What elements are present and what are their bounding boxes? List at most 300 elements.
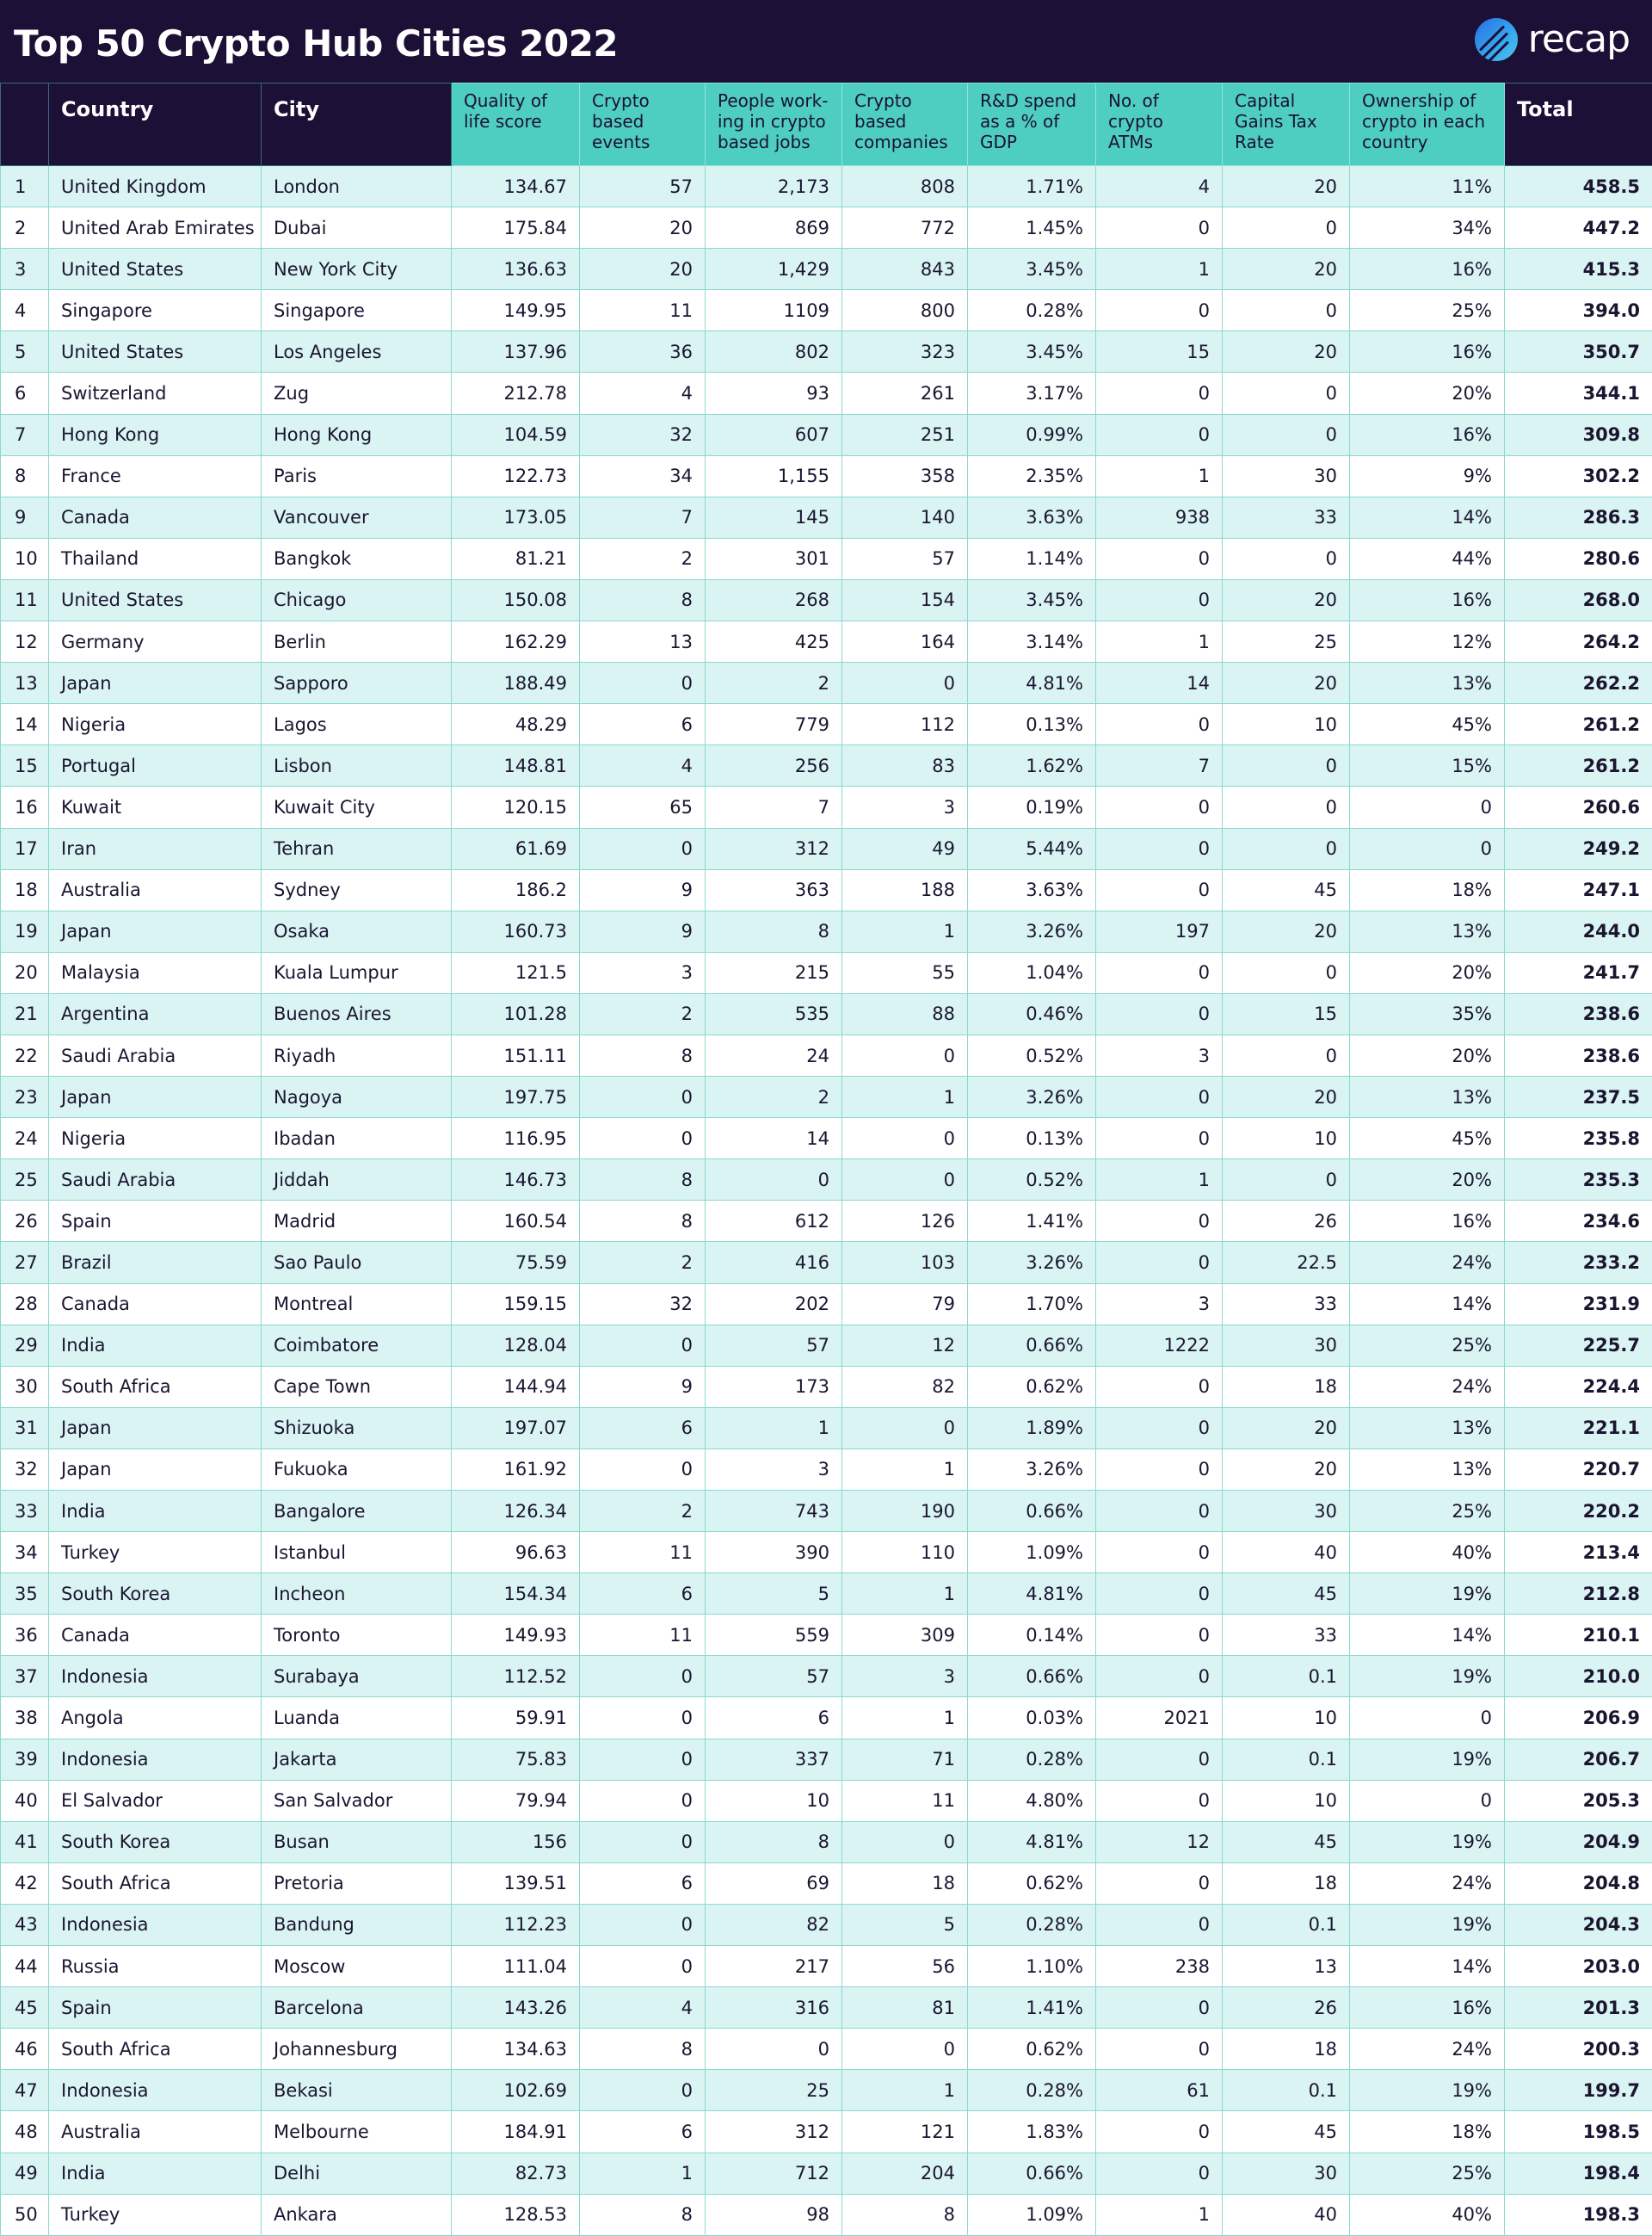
cell-atms: 0 [1096,1904,1223,1945]
cell-city: Toronto [262,1615,452,1656]
cell-cgt: 33 [1223,1615,1350,1656]
cell-quality-of-life: 144.94 [452,1366,580,1407]
cell-atms: 15 [1096,331,1223,373]
cell-rd-spend: 0.13% [968,704,1096,745]
cell-city: Bekasi [262,2070,452,2111]
cell-cgt: 22.5 [1223,1242,1350,1283]
cell-jobs: 363 [706,869,842,911]
cell-cgt: 0 [1223,414,1350,455]
cell-companies: 1 [842,2070,968,2111]
cell-events: 7 [580,497,706,538]
cell-companies: 49 [842,828,968,869]
cell-total: 447.2 [1505,207,1652,249]
cell-jobs: 743 [706,1491,842,1532]
cell-jobs: 93 [706,373,842,414]
cell-ownership: 19% [1350,1656,1505,1697]
header-cgt[interactable]: Capital Gains Tax Rate [1223,83,1350,166]
cell-city: Lisbon [262,745,452,787]
cell-companies: 0 [842,1821,968,1862]
cell-atms: 61 [1096,2070,1223,2111]
cell-city: Nagoya [262,1077,452,1118]
cell-country: Iran [49,828,262,869]
cell-city: San Salvador [262,1780,452,1821]
cell-ownership: 25% [1350,1325,1505,1366]
cell-rank: 39 [1,1739,49,1780]
cell-events: 4 [580,1987,706,2029]
cell-rank: 48 [1,2111,49,2153]
header-rd-spend[interactable]: R&D spend as a % of GDP [968,83,1096,166]
header-companies[interactable]: Crypto based companies [842,83,968,166]
cell-ownership: 24% [1350,1862,1505,1904]
cell-quality-of-life: 143.26 [452,1987,580,2029]
cell-cgt: 0.1 [1223,1904,1350,1945]
cell-rank: 43 [1,1904,49,1945]
cell-city: Ibadan [262,1118,452,1159]
cell-rd-spend: 0.52% [968,1035,1096,1076]
cell-atms: 0 [1096,1573,1223,1615]
cell-country: Switzerland [49,373,262,414]
cell-cgt: 0 [1223,290,1350,331]
cell-atms: 0 [1096,1242,1223,1283]
cell-rd-spend: 1.04% [968,952,1096,993]
cell-total: 309.8 [1505,414,1652,455]
cell-jobs: 301 [706,538,842,579]
cell-quality-of-life: 112.23 [452,1904,580,1945]
cell-ownership: 13% [1350,1448,1505,1490]
cell-jobs: 217 [706,1946,842,1987]
cell-atms: 0 [1096,2153,1223,2194]
cell-rd-spend: 0.66% [968,1491,1096,1532]
cell-companies: 110 [842,1532,968,1573]
cell-total: 302.2 [1505,455,1652,497]
cell-city: Delhi [262,2153,452,2194]
cell-total: 261.2 [1505,704,1652,745]
cell-atms: 0 [1096,1491,1223,1532]
cell-jobs: 10 [706,1780,842,1821]
cell-ownership: 13% [1350,1077,1505,1118]
cell-rd-spend: 1.70% [968,1283,1096,1325]
cell-total: 247.1 [1505,869,1652,911]
cell-city: Hong Kong [262,414,452,455]
cell-atms: 14 [1096,663,1223,704]
cell-companies: 0 [842,1407,968,1448]
header-ownership[interactable]: Ownership of crypto in each country [1350,83,1505,166]
cell-companies: 0 [842,663,968,704]
cell-companies: 82 [842,1366,968,1407]
cell-atms: 1 [1096,2194,1223,2235]
cell-total: 350.7 [1505,331,1652,373]
cell-ownership: 11% [1350,166,1505,207]
title-bar [0,0,1652,83]
cell-jobs: 0 [706,2029,842,2070]
cell-total: 203.0 [1505,1946,1652,1987]
cell-companies: 18 [842,1862,968,1904]
recap-logo [1475,17,1630,61]
cell-rank: 32 [1,1448,49,1490]
cell-rank: 34 [1,1532,49,1573]
table-row [1,1532,1652,1573]
cell-total: 224.4 [1505,1366,1652,1407]
cell-companies: 808 [842,166,968,207]
cell-rd-spend: 1.89% [968,1407,1096,1448]
cell-city: Jakarta [262,1739,452,1780]
cell-city: Melbourne [262,2111,452,2153]
cell-country: Indonesia [49,2070,262,2111]
cell-atms: 0 [1096,1118,1223,1159]
cell-total: 225.7 [1505,1325,1652,1366]
cell-events: 4 [580,373,706,414]
cell-rank: 22 [1,1035,49,1076]
cell-quality-of-life: 137.96 [452,331,580,373]
cell-cgt: 30 [1223,1491,1350,1532]
cell-companies: 358 [842,455,968,497]
cell-rank: 7 [1,414,49,455]
table-row [1,455,1652,497]
cell-total: 220.7 [1505,1448,1652,1490]
cell-atms: 12 [1096,1821,1223,1862]
table-row [1,1946,1652,1987]
cell-rd-spend: 3.26% [968,1448,1096,1490]
cell-country: Kuwait [49,787,262,828]
cell-rank: 26 [1,1201,49,1242]
cell-country: Germany [49,621,262,663]
cell-companies: 1 [842,1077,968,1118]
cell-events: 0 [580,663,706,704]
cell-atms: 0 [1096,538,1223,579]
logo-text: recap [1528,17,1630,61]
cell-rd-spend: 4.81% [968,1573,1096,1615]
cell-ownership: 0 [1350,828,1505,869]
cell-cgt: 30 [1223,1325,1350,1366]
cell-quality-of-life: 75.83 [452,1739,580,1780]
header-rank[interactable] [1,83,49,166]
cell-events: 8 [580,1035,706,1076]
table-row [1,166,1652,207]
cell-atms: 2021 [1096,1697,1223,1739]
cell-cgt: 20 [1223,1407,1350,1448]
cell-rank: 19 [1,911,49,952]
cell-rd-spend: 3.63% [968,869,1096,911]
cell-quality-of-life: 150.08 [452,579,580,621]
cell-total: 233.2 [1505,1242,1652,1283]
cell-cgt: 20 [1223,579,1350,621]
cell-jobs: 607 [706,414,842,455]
table-row [1,373,1652,414]
cell-rd-spend: 3.26% [968,1242,1096,1283]
cell-cgt: 30 [1223,2153,1350,2194]
cell-rank: 12 [1,621,49,663]
cell-companies: 0 [842,1159,968,1201]
cell-rank: 15 [1,745,49,787]
cell-rd-spend: 5.44% [968,828,1096,869]
cell-ownership: 14% [1350,1946,1505,1987]
cell-city: Moscow [262,1946,452,1987]
cell-events: 6 [580,2111,706,2153]
cell-rd-spend: 3.17% [968,373,1096,414]
cell-cgt: 0 [1223,1035,1350,1076]
cell-city: Istanbul [262,1532,452,1573]
cell-companies: 1 [842,1573,968,1615]
cell-jobs: 8 [706,1821,842,1862]
header-atms[interactable]: No. of crypto ATMs [1096,83,1223,166]
table-row [1,331,1652,373]
cell-jobs: 215 [706,952,842,993]
cell-city: Bangkok [262,538,452,579]
cell-rank: 40 [1,1780,49,1821]
cell-companies: 103 [842,1242,968,1283]
cell-companies: 3 [842,787,968,828]
cell-atms: 0 [1096,704,1223,745]
cell-companies: 0 [842,2029,968,2070]
cell-country: Japan [49,663,262,704]
table-row [1,869,1652,911]
cell-rank: 49 [1,2153,49,2194]
cell-atms: 0 [1096,207,1223,249]
cell-city: Barcelona [262,1987,452,2029]
cell-quality-of-life: 188.49 [452,663,580,704]
cell-rd-spend: 0.52% [968,1159,1096,1201]
cell-rd-spend: 0.66% [968,2153,1096,2194]
cell-atms: 0 [1096,993,1223,1035]
cell-atms: 0 [1096,1739,1223,1780]
cell-city: Sydney [262,869,452,911]
cell-ownership: 16% [1350,249,1505,290]
cell-jobs: 1109 [706,290,842,331]
cell-rd-spend: 3.14% [968,621,1096,663]
cell-rank: 42 [1,1862,49,1904]
cell-city: Montreal [262,1283,452,1325]
cell-cgt: 20 [1223,249,1350,290]
cell-atms: 0 [1096,373,1223,414]
cell-ownership: 40% [1350,2194,1505,2235]
cell-city: Los Angeles [262,331,452,373]
cell-companies: 1 [842,1448,968,1490]
cell-cgt: 0 [1223,952,1350,993]
cell-rank: 36 [1,1615,49,1656]
cell-country: Russia [49,1946,262,1987]
cell-rank: 13 [1,663,49,704]
cell-country: United States [49,331,262,373]
cell-rd-spend: 3.45% [968,249,1096,290]
table-row [1,952,1652,993]
cell-total: 415.3 [1505,249,1652,290]
cell-rd-spend: 0.13% [968,1118,1096,1159]
cell-atms: 1222 [1096,1325,1223,1366]
cell-rd-spend: 1.83% [968,2111,1096,2153]
cell-rank: 27 [1,1242,49,1283]
cell-city: Tehran [262,828,452,869]
cell-events: 0 [580,828,706,869]
cell-jobs: 8 [706,911,842,952]
cell-rd-spend: 3.26% [968,911,1096,952]
cell-quality-of-life: 139.51 [452,1862,580,1904]
cell-ownership: 16% [1350,414,1505,455]
cell-rd-spend: 1.14% [968,538,1096,579]
cell-country: South Africa [49,2029,262,2070]
cell-rank: 4 [1,290,49,331]
table-row [1,1283,1652,1325]
cell-city: Chicago [262,579,452,621]
cell-rank: 8 [1,455,49,497]
cell-country: Turkey [49,1532,262,1573]
cell-events: 2 [580,538,706,579]
cell-quality-of-life: 59.91 [452,1697,580,1739]
cell-rank: 33 [1,1491,49,1532]
table-row [1,1615,1652,1656]
cell-jobs: 0 [706,1159,842,1201]
table-row [1,911,1652,952]
cell-atms: 7 [1096,745,1223,787]
cell-rank: 24 [1,1118,49,1159]
cell-companies: 88 [842,993,968,1035]
cell-cgt: 20 [1223,1448,1350,1490]
cell-events: 0 [580,1656,706,1697]
cell-ownership: 14% [1350,1615,1505,1656]
table-body [1,166,1652,2236]
cell-companies: 81 [842,1987,968,2029]
cell-jobs: 5 [706,1573,842,1615]
cell-country: Thailand [49,538,262,579]
cell-events: 11 [580,1615,706,1656]
cell-cgt: 20 [1223,663,1350,704]
cell-cgt: 45 [1223,869,1350,911]
cell-companies: 843 [842,249,968,290]
cell-jobs: 337 [706,1739,842,1780]
cell-total: 238.6 [1505,1035,1652,1076]
cell-atms: 0 [1096,869,1223,911]
cell-ownership: 24% [1350,1242,1505,1283]
cell-jobs: 1 [706,1407,842,1448]
header-country[interactable]: Country [49,83,262,166]
cell-rank: 14 [1,704,49,745]
cell-atms: 0 [1096,1532,1223,1573]
cell-jobs: 69 [706,1862,842,1904]
cell-city: Osaka [262,911,452,952]
cell-country: Canada [49,1615,262,1656]
cell-quality-of-life: 136.63 [452,249,580,290]
cell-quality-of-life: 121.5 [452,952,580,993]
table-row [1,704,1652,745]
cell-ownership: 19% [1350,2070,1505,2111]
cell-rd-spend: 0.19% [968,787,1096,828]
table-row [1,1987,1652,2029]
cell-total: 204.9 [1505,1821,1652,1862]
table-row [1,2153,1652,2194]
cell-atms: 0 [1096,787,1223,828]
cell-rank: 3 [1,249,49,290]
table-row [1,1159,1652,1201]
cell-jobs: 1,429 [706,249,842,290]
cell-total: 235.8 [1505,1118,1652,1159]
cell-quality-of-life: 102.69 [452,2070,580,2111]
crypto-hub-table [0,83,1652,2236]
cell-rd-spend: 0.99% [968,414,1096,455]
cell-rd-spend: 0.28% [968,2070,1096,2111]
cell-city: Luanda [262,1697,452,1739]
cell-atms: 0 [1096,290,1223,331]
cell-quality-of-life: 82.73 [452,2153,580,2194]
header-total[interactable]: Total [1505,83,1652,166]
cell-jobs: 6 [706,1697,842,1739]
header-events[interactable]: Crypto based events [580,83,706,166]
cell-rank: 45 [1,1987,49,2029]
cell-companies: 121 [842,2111,968,2153]
cell-total: 394.0 [1505,290,1652,331]
header-jobs[interactable]: People work-ing in crypto based jobs [706,83,842,166]
cell-cgt: 0.1 [1223,1656,1350,1697]
cell-rd-spend: 0.14% [968,1615,1096,1656]
cell-total: 244.0 [1505,911,1652,952]
cell-country: Japan [49,1448,262,1490]
cell-quality-of-life: 134.63 [452,2029,580,2070]
cell-ownership: 12% [1350,621,1505,663]
cell-country: Malaysia [49,952,262,993]
cell-country: Spain [49,1987,262,2029]
cell-ownership: 14% [1350,497,1505,538]
cell-atms: 0 [1096,1366,1223,1407]
cell-country: Japan [49,1407,262,1448]
cell-rank: 44 [1,1946,49,1987]
cell-city: Shizuoka [262,1407,452,1448]
cell-ownership: 20% [1350,373,1505,414]
cell-quality-of-life: 79.94 [452,1780,580,1821]
header-quality-of-life[interactable]: Quality of life score [452,83,580,166]
table-row [1,621,1652,663]
cell-quality-of-life: 154.34 [452,1573,580,1615]
cell-rank: 30 [1,1366,49,1407]
cell-quality-of-life: 149.93 [452,1615,580,1656]
cell-companies: 1 [842,1697,968,1739]
table-row [1,787,1652,828]
cell-rd-spend: 1.10% [968,1946,1096,1987]
cell-ownership: 25% [1350,290,1505,331]
cell-city: Sao Paulo [262,1242,452,1283]
cell-ownership: 0 [1350,787,1505,828]
cell-jobs: 24 [706,1035,842,1076]
header-city[interactable]: City [262,83,452,166]
cell-ownership: 34% [1350,207,1505,249]
cell-total: 213.4 [1505,1532,1652,1573]
cell-jobs: 173 [706,1366,842,1407]
cell-rd-spend: 0.62% [968,1862,1096,1904]
cell-jobs: 82 [706,1904,842,1945]
cell-cgt: 45 [1223,1573,1350,1615]
cell-city: Coimbatore [262,1325,452,1366]
cell-events: 0 [580,1118,706,1159]
cell-rank: 41 [1,1821,49,1862]
table-row [1,1077,1652,1118]
cell-companies: 204 [842,2153,968,2194]
cell-jobs: 1,155 [706,455,842,497]
cell-total: 199.7 [1505,2070,1652,2111]
cell-rd-spend: 1.45% [968,207,1096,249]
table-row [1,207,1652,249]
cell-quality-of-life: 161.92 [452,1448,580,1490]
cell-country: Canada [49,497,262,538]
cell-companies: 83 [842,745,968,787]
cell-quality-of-life: 149.95 [452,290,580,331]
cell-companies: 309 [842,1615,968,1656]
cell-total: 220.2 [1505,1491,1652,1532]
cell-cgt: 0 [1223,373,1350,414]
cell-ownership: 19% [1350,1821,1505,1862]
cell-rank: 6 [1,373,49,414]
cell-events: 2 [580,1491,706,1532]
cell-events: 20 [580,207,706,249]
cell-rd-spend: 1.09% [968,1532,1096,1573]
cell-total: 221.1 [1505,1407,1652,1448]
table-row [1,1201,1652,1242]
